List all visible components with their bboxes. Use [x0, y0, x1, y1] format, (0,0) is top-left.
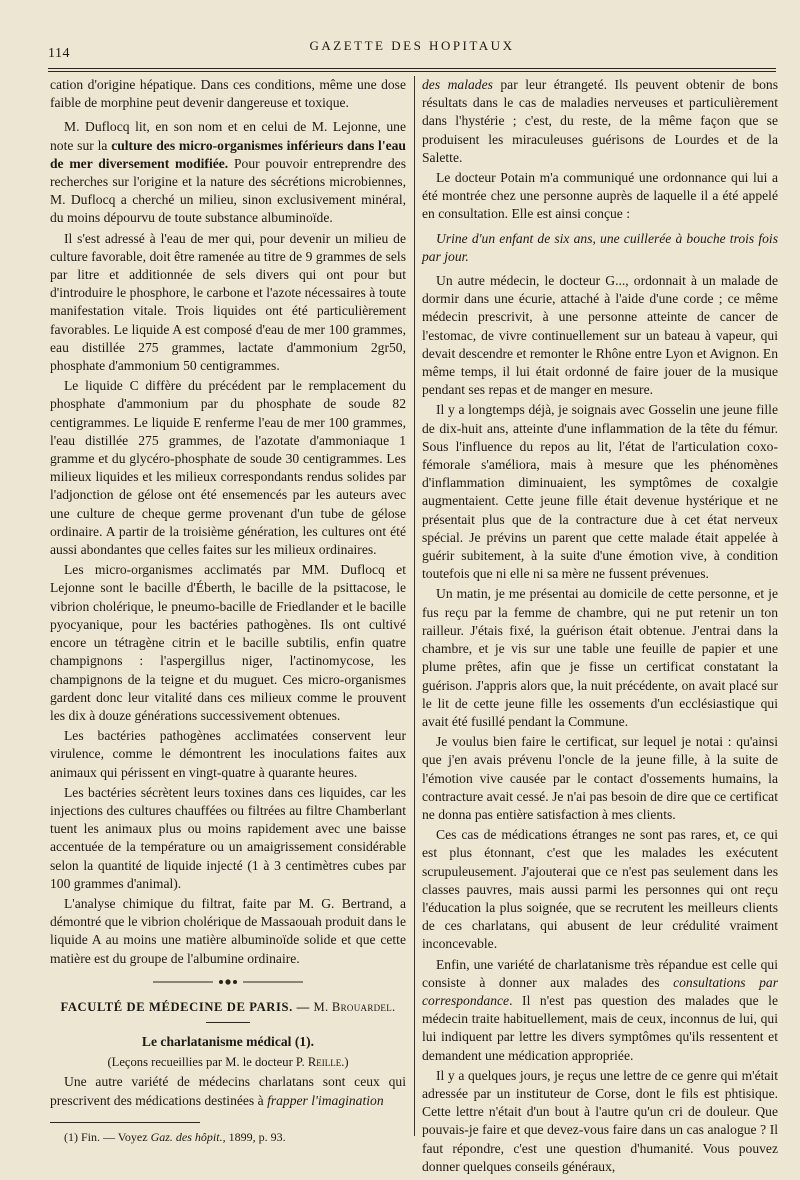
right-paragraph-1: des malades par leur étrangeté. Ils peuvent obtenir de bons résultats dans le cas de maladies nerveuses et particulièrement dans l'hystérie ; c'est, du reste, de la même façon que se produisent les miraculeuses guérisons de Lourdes et de la Salette. [422, 77, 779, 165]
footnote-rule [50, 1122, 200, 1123]
page-number: 114 [48, 46, 70, 61]
right-paragraph-7: Ces cas de médications étranges ne sont pas rares, et, ce qui est plus étonnant, c'est que les malades les exécutent scrupuleusement. J'ajouterai que ce n'est pas seulement dans les classes pauvres, mais aussi parmi les personnes qui ont reçu l'éducation la plus soignée, que se recrutent les meilleurs clients de ces charlatans, qui abusent de leur crédulité vraiment inconcevable. [422, 827, 778, 952]
footnote: (1) Fin. — Voyez Gaz. des hôpit., 1899, p. 93. [64, 1129, 286, 1144]
left-paragraph-4: Le liquide C diffère du précédent par le remplacement du phosphate d'ammonium par du phosphate de soude 82 centigrammes. Le liquide E renferme l'eau de mer 100 grammes, l'eau distillée 275 grammes, de l'azotate d'ammoniaque 1 gramme et du glycéro-phosphate de soude 30 centigrammes. Les milieux liquides et les milieux correspondants rendus solides par l'adjonction de gélose ont été ensemencés par les auteurs avec une culture de cheque germe provenant d'un tube de gélose ordinaire. A partir de la troisième génération, les cultures ont été aussi abondantes que celles faites sur les milieux ordinaires. [50, 378, 406, 558]
right-paragraph-3: Un autre médecin, le docteur G..., ordonnait à un malade de dormir dans une écurie, attaché à l'aide d'une corde ; ce même médecin prescrivit, à une personne atteinte de cancer de l'estomac, de vivre continuellement sur un bateau à vapeur, qui devait descendre et remonter le Rhône entre Lyon et Avignon. En même temps, il lui était ordonné de faire jouer de la musique pendant ses repas et de manger en mesure. [422, 273, 778, 398]
left-paragraph-5: Les micro-organismes acclimatés par MM. Duflocq et Lejonne sont le bacille d'Éberth, le bacille de la psittacose, le vibrion cholérique, le pneumo-bacille de Friedlander et le bacille pyocyanique, pour les bactéries pathogènes. Ils ont cultivé encore un tétragène citrin et le bacille subtilis, enfin quatre champignons : l'aspergillus niger, l'actinomycose, les champignons de la teigne et du muguet. Ces micro-organismes gardent donc leur vitalité dans ces milieux comme le prouvent les dix à douze générations successivement obtenues. [50, 562, 406, 723]
italic-phrase: frapper l'imagination [267, 1092, 384, 1108]
left-paragraph-3: Il s'est adressé à l'eau de mer qui, pour devenir un milieu de culture favorable, doit être ramenée au titre de 9 grammes de sels par litre et additionnée de sels divers qui ont pour but d'introduire le phosphore, le carbone et l'azote nécessaires à toute manifestation vitale. Trois liquides ont été particulièrement favorables. Le liquide A est composé d'eau de mer 100 grammes, eau distillée 275 grammes, lactate d'ammonium 2gr50, phosphate d'ammonium 50 centigrammes. [50, 230, 406, 374]
right-paragraph-8: Enfin, une variété de charlatanisme très répandue est celle qui consiste à donner aux malades des consultations par correspondance. Il n'est pas question des malades que le médecin traite habituellement, mais de ceux, inconnus de lui, qui lui indiquent par lettre les divers symptômes qu'ils ressentent et demandent une médication appropriée. [422, 956, 778, 1063]
left-paragraph-6: Les bactéries pathogènes acclimatées conservent leur virulence, comme le démontrent les inoculations faites aux animaux qui périssent en vingt-quatre à quarante heures. [50, 728, 406, 780]
header-rule-thin [48, 71, 776, 72]
left-paragraph-2: M. Duflocq lit, en son nom et en celui de M. Lejonne, une note sur la culture des micro-organismes inférieurs dans l'eau de mer diversement modifiée. Pour pouvoir entreprendre des recherches sur l'origine et la nature des sécrétions microbiennes, M. Duflocq a cherché un milieu, sinon exclusivement minéral, du moins dépourvu de toute substance albuminoïde. [50, 119, 406, 226]
right-paragraph-4: Il y a longtemps déjà, je soignais avec Gosselin une jeune fille de dix-huit ans, atteinte d'une inflammation de la tête du fémur. Sous l'influence du repos au lit, l'état de l'articulation coxo-fémorale s'améliora, mais à mesure que les phénomènes d'inflammation diminuaient, les symptômes de coxalgie augmentaient. Cette jeune fille était devenue hystérique et ne présentait plus que de la contracture due à cet état nerveux spécial. Je prévins un parent que cette malade était appelée à guérir subitement, à la suite d'une émotion vive, à condition toutefois que ni elle ni sa mère ne fussent prévenues. [422, 402, 778, 582]
column-divider [414, 76, 415, 1136]
header-rule-thick [48, 68, 776, 69]
heading-rule [206, 1022, 250, 1023]
running-title: GAZETTE DES HOPITAUX [309, 38, 515, 53]
left-paragraph-8: L'analyse chimique du filtrat, faite par M. G. Bertrand, a démontré que le vibrion cholérique de Massaouah produit dans le liquide A au moins une matière albuminoïde solide et que cette matière est du groupe de l'albumine ordinaire. [50, 895, 406, 966]
page-header [48, 34, 776, 64]
left-paragraph-7: Les bactéries sécrètent leurs toxines dans ces liquides, car les injections des cultures chauffées ou filtrées au filtre Chamberlant tuent les animaux plus ou moins rapidement avec une baisse accentuée de la température ou un amaigrissement considérable selon la quantité de liquide injecté (1 à 3 centimètres cubes par 100 grammes d'animal). [50, 784, 406, 891]
section-author: M. Brouardel. [313, 999, 396, 1014]
left-paragraph-1: cation d'origine hépatique. Dans ces conditions, même une dose faible de morphine peut devenir dangereuse et toxique. [50, 77, 406, 111]
right-paragraph-6: Je voulus bien faire le certificat, sur lequel je notai : qu'ainsi que j'en avais prévenu l'oncle de la jeune fille, à la suite de l'émotion vive causée par le contact d'ossements humains, la contracture avait cessé. Je n'ai pas besoin de dire que ce certificat ne donna pas entière satisfaction à mes clients. [422, 734, 778, 822]
right-paragraph-9: Il y a quelques jours, je reçus une lettre de ce genre qui m'était adressée par un instituteur de Corse, dont le fils est phtisique. Cette lettre n'était d'un bout à l'autre qu'un cri de douleur. Que pouvais-je faire et que devez-vous faire dans un cas analogue ? Il faut répondre, c'est une question d'humanité. Vous pouvez donner quelques conseils généraux, [422, 1067, 778, 1174]
section-heading: FACULTÉ DE MÉDECINE DE PARIS. — M. Brouardel. [60, 999, 396, 1014]
left-paragraph-9: Une autre variété de médecins charlatans sont ceux qui prescrivent des médications destinées à frapper l'imagination [50, 1074, 406, 1108]
left-column [50, 76, 406, 1145]
right-column [422, 76, 778, 1176]
lecture-subtitle: (Leçons recueillies par M. le docteur P. Reille.) [107, 1055, 349, 1070]
prescription-quote: Urine d'un enfant de six ans, une cuillerée à bouche trois fois par jour. [422, 230, 778, 264]
right-paragraph-2: Le docteur Potain m'a communiqué une ordonnance qui lui a été montrée chez une personne auprès de laquelle il a été appelé en consultation. Elle est ainsi conçue : [422, 170, 778, 222]
lecture-title: Le charlatanisme médical (1). [141, 1033, 315, 1049]
ornament-divider [153, 978, 303, 986]
bold-subject: culture des micro-organismes inférieurs dans l'eau de mer diversement modifiée. [50, 137, 406, 171]
right-paragraph-5: Un matin, je me présentai au domicile de cette personne, et je fus reçu par la femme de chambre, qui ne put retenir un ton railleur. J'étais fixé, la guérison était obtenue. J'entrai dans la chambre, et je vis sur une table une feuille de papier et une plume prêtes, afin que je fisse un certificat constatant la guérison. J'appris alors que, la nuit précédente, on avait placé sur le lit de cette jeune fille les ossements d'un ecclésiastique qui avait été fusillé pendant la Commune. [422, 586, 778, 729]
